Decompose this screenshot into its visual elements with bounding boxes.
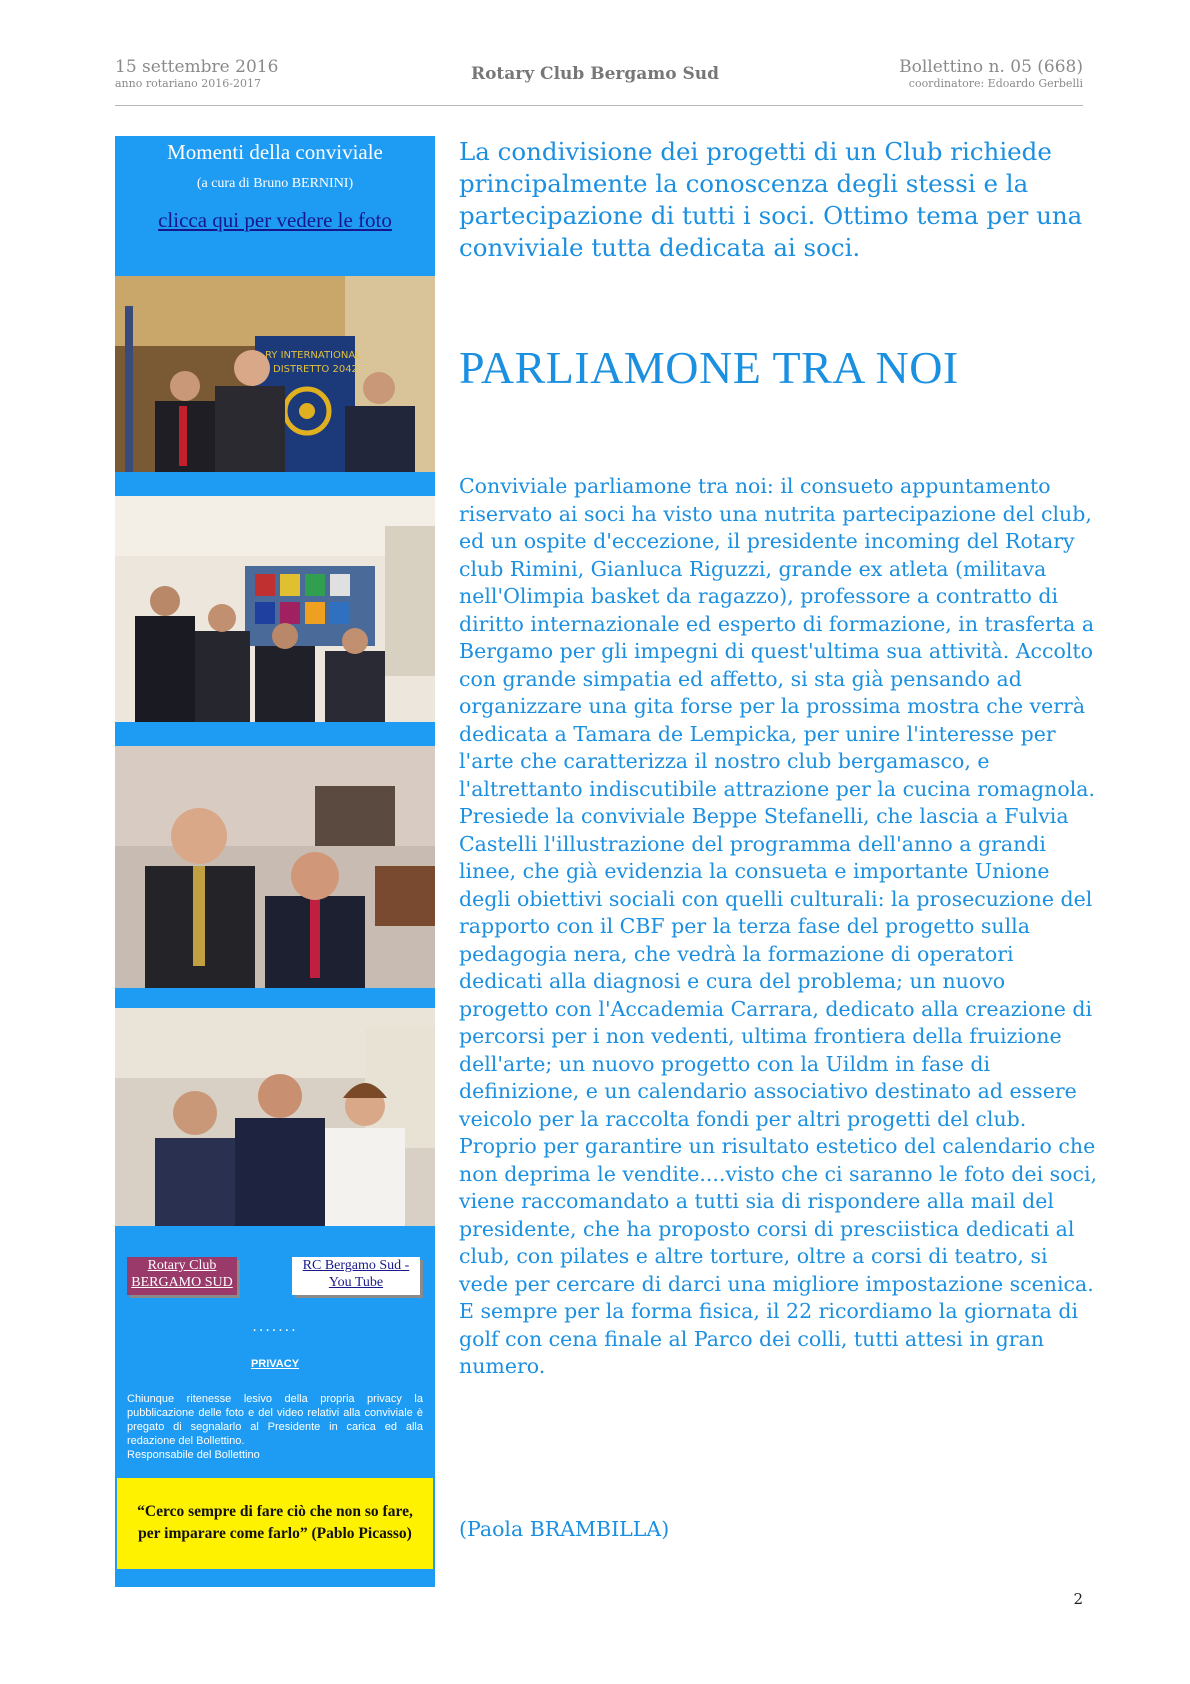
photo-hall-guests: [115, 496, 435, 732]
youtube-button[interactable]: [292, 1257, 420, 1295]
article-headline: PARLIAMONE TRA NOI: [459, 342, 959, 393]
rotary-year: anno rotariano 2016-2017: [115, 77, 261, 90]
page-number: 2: [1073, 1590, 1083, 1608]
article-signature: (Paola BRAMBILLA): [459, 1517, 670, 1541]
banner-text-1: RY INTERNATIONAL: [265, 350, 361, 361]
banner-text-2: DISTRETTO 2042: [273, 364, 358, 375]
issue-date: 15 settembre 2016: [115, 57, 279, 77]
photo-two-men: [115, 746, 435, 996]
quote-line-1: “Cerco sempre di fare ciò che non so fare,: [137, 1503, 413, 1520]
coordinator: coordinatore: Edoardo Gerbelli: [908, 77, 1083, 90]
picasso-quote: [117, 1478, 433, 1569]
photo-three-people: [115, 1008, 435, 1226]
quote-line-2: per imparare come farlo” (Pablo Picasso): [138, 1525, 412, 1542]
paragraph: Presiede la conviviale Beppe Stefanelli, che lascia a Fulvia Castelli l'illustrazione del programma dell'anno a grandi linee, che già evidenzia la consueta e importante Unione degli obiettivi sociali con quelli culturali: la prosecuzione del rapporto con il CBF per la terza fase del progetto sulla pedagogia nera, che vedrà la formazione di operatori dedicati alla diagnosi e cura del problema; un nuovo progetto con l'Accademia Carrara, dedicato alla creazione di percorsi per i non vedenti, ultima frontiera della fruizione dell'arte; un nuovo progetto con la Uildm in fase di definizione, e un calendario associativo destinato ad essere veicolo per la raccolta fondi per altri progetti del club.: [459, 804, 1093, 1131]
youtube-label-1: RC Bergamo Sud -: [302, 1258, 410, 1273]
article-intro: La condivisione dei progetti di un Club richiede principalmente la conoscenza degli stessi e la partecipazione di tutti i soci. Ottimo tema per una conviviale tutta dedicata ai soci.: [459, 137, 1083, 262]
privacy-text: Chiunque ritenesse lesivo della propria privacy la pubblicazione delle foto e del video relativi alla conviviale è pregato di segnalarlo al Presidente in carica ed alla redazione del Bollettino.: [127, 1393, 423, 1447]
issue-number: Bollettino n. 05 (668): [899, 57, 1083, 77]
header-divider: [115, 105, 1083, 106]
header-right: [899, 57, 1083, 91]
sidebar: [115, 136, 435, 1587]
separator-dots: .......: [252, 1319, 298, 1335]
article-body: [459, 473, 1099, 1381]
rotary-club-button[interactable]: [127, 1257, 237, 1295]
paragraph: Proprio per garantire un risultato estetico del calendario che non deprima le vendite....visto che ci saranno le foto dei soci, viene raccomandato a tutti sia di rispondere alla mail del presidente, che ha proposto corsi di presciistica dedicati al club, con pilates e altre torture, oltre a corsi di teatro, si vede per cercare di darci una migliore impostazione scenica.: [459, 1134, 1098, 1296]
sidebar-subtitle: (a cura di Bruno BERNINI): [196, 176, 354, 191]
sidebar-title: Momenti della conviviale: [167, 140, 383, 164]
paragraph: Conviviale parliamone tra noi: il consueto appuntamento riservato ai soci ha visto una nutrita partecipazione del club, ed un ospite d'eccezione, il presidente incoming del Rotary club Rimini, Gianluca Riguzzi, grande ex atleta (militava nell'Olimpia basket da ragazzo), professore a contratto di diritto internazionale ed esperto di formazione, in trasferta a Bergamo per gli impegni di quest'ultima sua attività. Accolto con grande simpatia ed affetto, si sta già pensando ad organizzare una gita forse per la prossima mostra che verrà dedicata a Tamara de Lempicka, per unire l'interesse per l'arte che caratterizza il nostro club bergamasco, e l'altrettanto indiscutibile attrazione per la cucina romagnola.: [459, 474, 1096, 801]
rotary-club-label-2: BERGAMO SUD: [131, 1275, 233, 1290]
privacy-responsible: Responsabile del Bollettino: [127, 1449, 260, 1461]
privacy-title: PRIVACY: [250, 1358, 300, 1370]
photos-link[interactable]: clicca qui per vedere le foto: [158, 208, 392, 232]
photo-banner-group: [115, 276, 435, 482]
rotary-club-label-1: Rotary Club: [147, 1258, 217, 1273]
youtube-label-2: You Tube: [328, 1275, 384, 1290]
paragraph: E sempre per la forma fisica, il 22 ricordiamo la giornata di golf con cena finale al Parco dei colli, tutti attesi in gran numero.: [459, 1299, 1079, 1378]
club-name: Rotary Club Bergamo Sud: [470, 64, 720, 84]
